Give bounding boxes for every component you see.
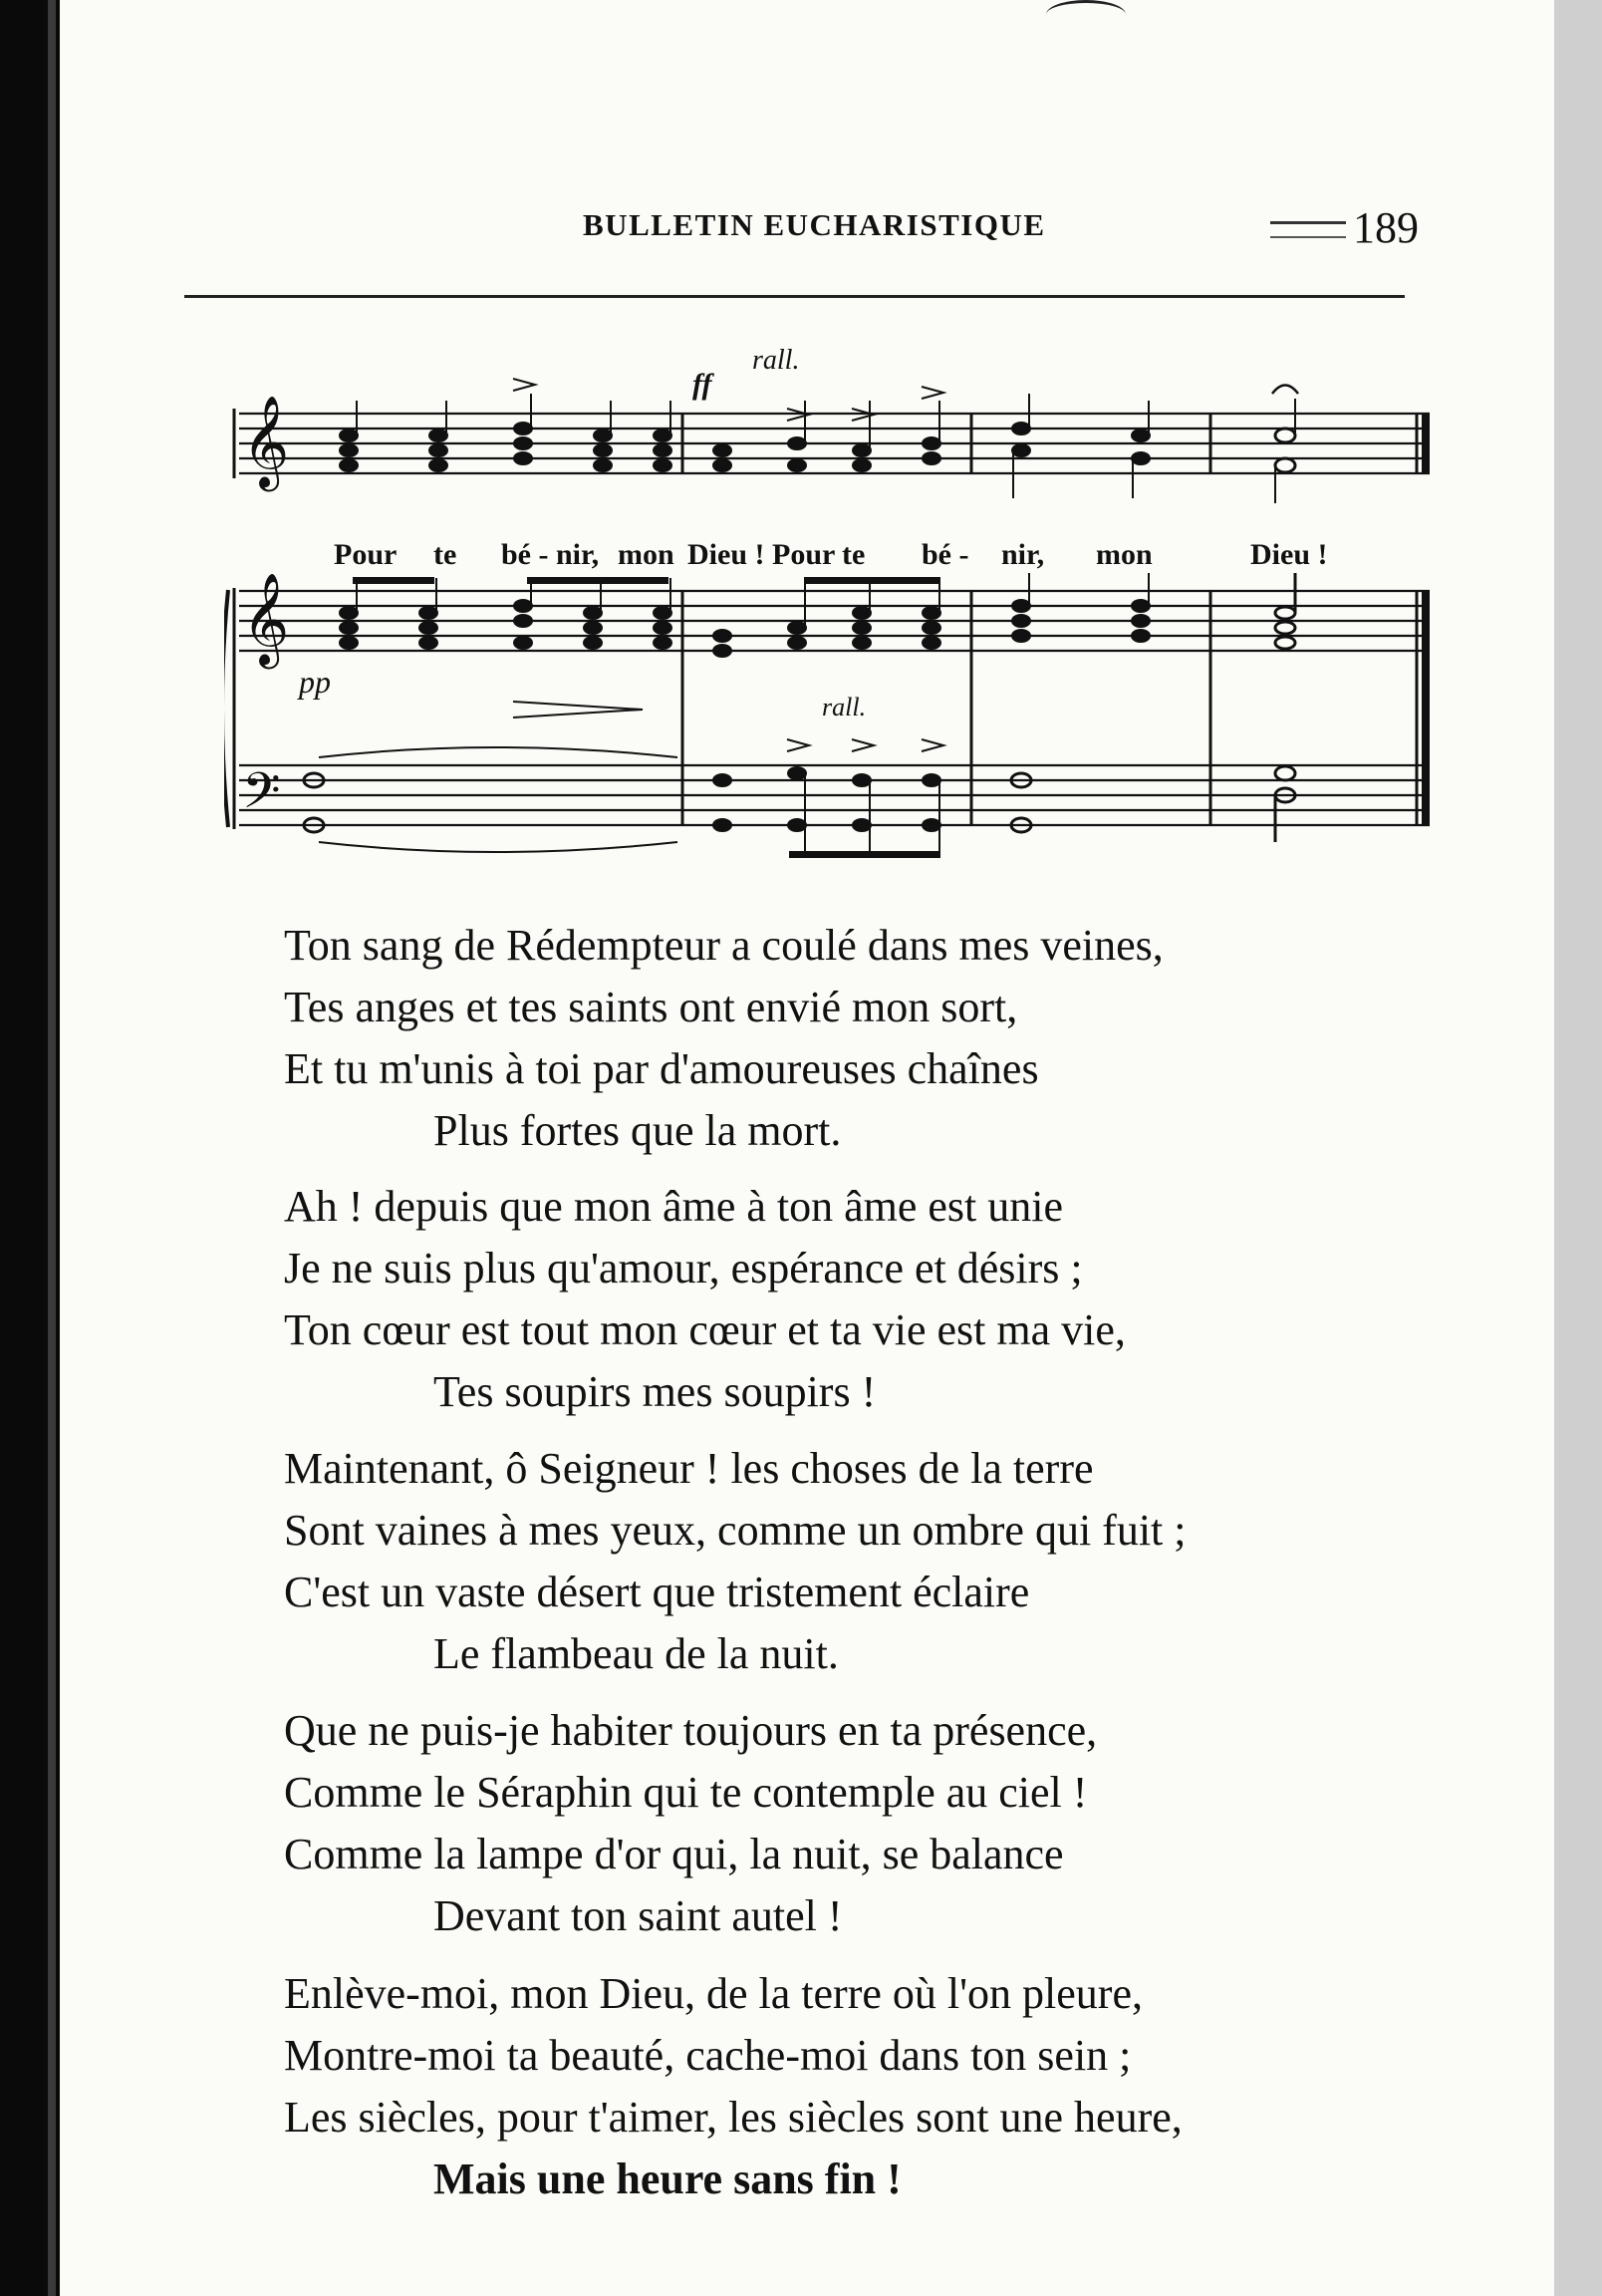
music-score (224, 339, 1450, 887)
verse-line: Je ne suis plus qu'amour, espérance et désirs ; (284, 1244, 1083, 1292)
lyric-syllable: mon (618, 538, 674, 571)
stanza-5 (284, 1963, 1183, 2210)
verse-line: Que ne puis-je habiter toujours en ta présence, (284, 1706, 1098, 1755)
verse-line: Ton sang de Rédempteur a coulé dans mes veines, (284, 921, 1164, 970)
spine-line (48, 0, 56, 2296)
verse-line: Montre-moi ta beauté, cache-moi dans ton sein ; (284, 2031, 1132, 2080)
lyric-syllable: te (842, 538, 866, 571)
page-number: 189 (1353, 203, 1419, 252)
piano-bass-notes (304, 747, 1295, 857)
page-edge (1554, 0, 1602, 2296)
verse-line-refrain: Plus fortes que la mort. (433, 1106, 842, 1155)
stanza-3 (284, 1438, 1187, 1685)
stanza-2 (284, 1176, 1126, 1423)
piano-treble-notes (340, 573, 1295, 657)
header-rule (184, 295, 1405, 298)
piano-bass-staff (239, 765, 1430, 825)
verse-line: Comme la lampe d'or qui, la nuit, se balance (284, 1830, 1064, 1878)
verse-line: Les siècles, pour t'aimer, les siècles sont une heure, (284, 2093, 1183, 2142)
lyric-syllable: bé - nir, (501, 538, 600, 571)
voice-measure-2 (713, 401, 940, 471)
rall-middle-marking: rall. (822, 693, 867, 721)
verse-line: Comme le Séraphin qui te contemple au ciel ! (284, 1768, 1088, 1817)
treble-clef: 𝄞 (242, 395, 290, 487)
score-staves (239, 414, 1430, 825)
page-curl (1046, 0, 1126, 29)
lyric-syllable: Dieu ! (1250, 538, 1328, 571)
lyric-syllable: Dieu ! (687, 538, 765, 571)
verse-line: Ton cœur est tout mon cœur et ta vie est ma vie, (284, 1305, 1126, 1354)
lyric-syllable: Pour (772, 538, 836, 571)
verse-line-refrain: Mais une heure sans fin ! (433, 2154, 902, 2203)
stanza-4 (284, 1700, 1097, 1947)
running-title: BULLETIN EUCHARISTIQUE (583, 207, 1046, 242)
verse-line: Et tu m'unis à toi par d'amoureuses chaînes (284, 1044, 1039, 1093)
bass-clef: 𝄢 (242, 762, 281, 832)
verse-line: Enlève-moi, mon Dieu, de la terre où l'on pleure, (284, 1969, 1143, 2018)
voice-measure-1 (340, 394, 671, 471)
dynamic-ff: ff (692, 368, 712, 401)
voice-staff (239, 414, 1430, 473)
verse-line: Ah ! depuis que mon âme à ton âme est unie (284, 1182, 1064, 1231)
verse-line: Sont vaines à mes yeux, comme un ombre qui fuit ; (284, 1506, 1187, 1555)
verse-line-refrain: Tes soupirs mes soupirs ! (433, 1367, 877, 1416)
dynamic-pp: pp (299, 664, 331, 700)
lyric-syllable: Pour (334, 538, 398, 571)
lyrics-row (224, 538, 1450, 578)
verse-line-refrain: Devant ton saint autel ! (433, 1891, 843, 1940)
verse-line-refrain: Le flambeau de la nuit. (433, 1629, 839, 1678)
stanza-1 (284, 915, 1164, 1162)
lyric-syllable: nir, (1001, 538, 1045, 571)
verse-line: Maintenant, ô Seigneur ! les choses de la terre (284, 1444, 1094, 1493)
lyric-syllable: mon (1096, 538, 1153, 571)
voice-measure-3 (1012, 394, 1150, 498)
verse-line: C'est un vaste désert que tristement éclaire (284, 1568, 1030, 1616)
header-ornament (1270, 221, 1346, 238)
verse-line: Tes anges et tes saints ont envié mon sort, (284, 983, 1018, 1031)
treble-clef-piano: 𝄞 (242, 572, 290, 665)
lyric-syllable: te (433, 538, 457, 571)
lyric-syllable: bé - (922, 538, 969, 571)
rall-top-marking: rall. (752, 345, 800, 376)
piano-treble-staff (239, 591, 1430, 651)
